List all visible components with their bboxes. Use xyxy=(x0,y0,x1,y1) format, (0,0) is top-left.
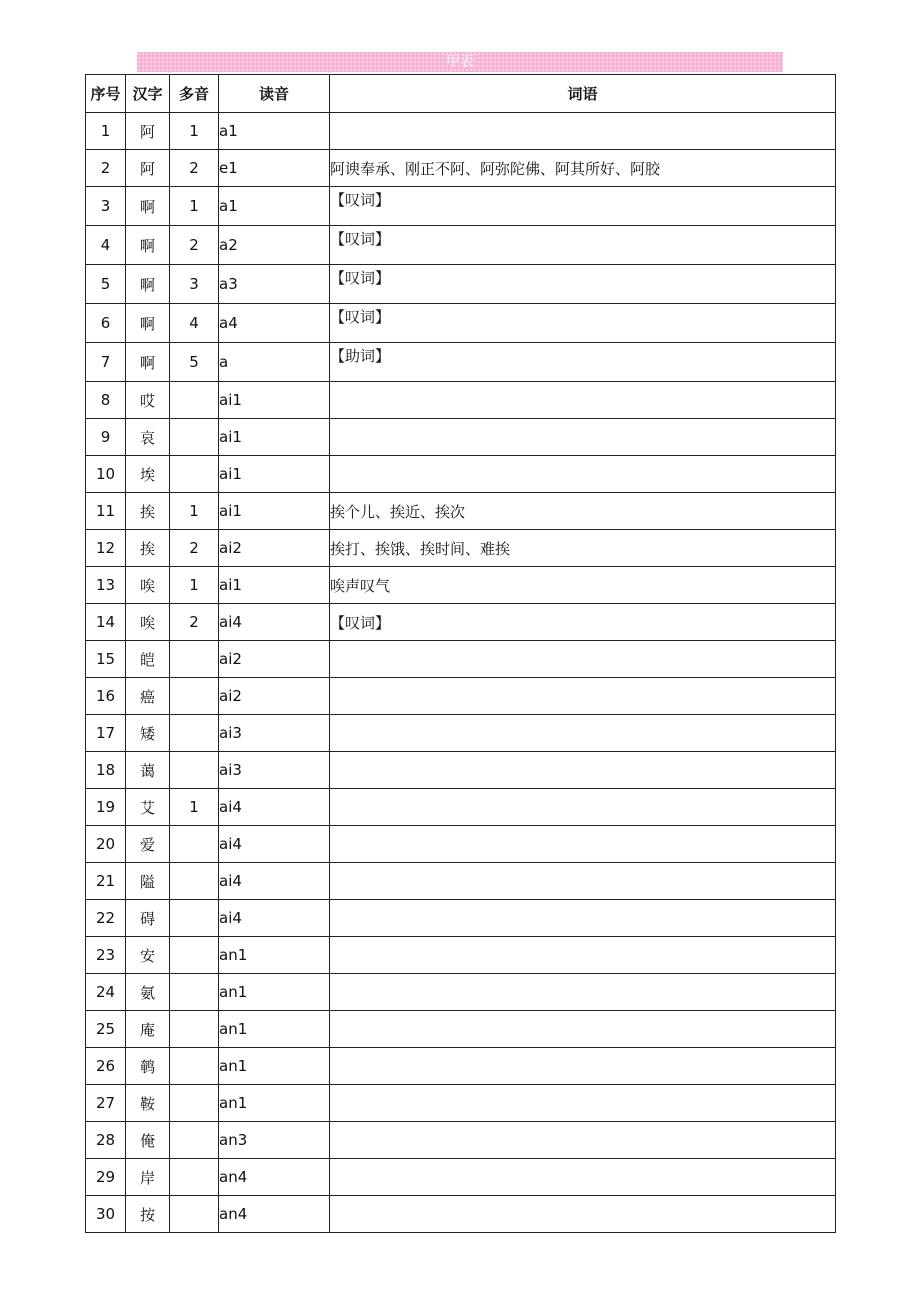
cell-reading: ai1 xyxy=(219,419,330,456)
cell-reading: ai2 xyxy=(219,641,330,678)
table-row xyxy=(86,1085,836,1122)
cell-polyphone: 2 xyxy=(170,530,219,567)
cell-char: 癌 xyxy=(126,678,170,715)
cell-polyphone xyxy=(170,752,219,789)
cell-char: 爱 xyxy=(126,826,170,863)
table-row xyxy=(86,1159,836,1196)
header-words: 词语 xyxy=(330,75,836,113)
cell-seq: 28 xyxy=(86,1122,126,1159)
cell-polyphone xyxy=(170,382,219,419)
cell-words xyxy=(330,1122,836,1159)
cell-reading: an1 xyxy=(219,1048,330,1085)
cell-seq: 23 xyxy=(86,937,126,974)
cell-seq: 3 xyxy=(86,187,126,226)
table-row xyxy=(86,187,836,226)
cell-words: 挨打、挨饿、挨时间、难挨 xyxy=(330,530,836,567)
table-row xyxy=(86,1011,836,1048)
cell-reading: ai2 xyxy=(219,678,330,715)
cell-words: 【叹词】 xyxy=(330,187,836,226)
cell-reading: ai1 xyxy=(219,567,330,604)
cell-words xyxy=(330,456,836,493)
table-row xyxy=(86,900,836,937)
cell-char: 啊 xyxy=(126,343,170,382)
table-row xyxy=(86,863,836,900)
cell-polyphone: 1 xyxy=(170,567,219,604)
cell-reading: a xyxy=(219,343,330,382)
cell-words xyxy=(330,863,836,900)
cell-reading: ai4 xyxy=(219,863,330,900)
cell-seq: 1 xyxy=(86,113,126,150)
cell-words xyxy=(330,113,836,150)
cell-char: 挨 xyxy=(126,530,170,567)
cell-reading: an1 xyxy=(219,1011,330,1048)
cell-polyphone: 1 xyxy=(170,113,219,150)
cell-reading: a1 xyxy=(219,187,330,226)
cell-words: 【叹词】 xyxy=(330,304,836,343)
cell-polyphone xyxy=(170,678,219,715)
cell-reading: ai3 xyxy=(219,752,330,789)
table-row xyxy=(86,678,836,715)
cell-polyphone xyxy=(170,1122,219,1159)
cell-char: 矮 xyxy=(126,715,170,752)
cell-seq: 12 xyxy=(86,530,126,567)
header-polyphone: 多音 xyxy=(170,75,219,113)
cell-seq: 27 xyxy=(86,1085,126,1122)
cell-words xyxy=(330,937,836,974)
cell-polyphone xyxy=(170,974,219,1011)
cell-words xyxy=(330,641,836,678)
cell-words: 唉声叹气 xyxy=(330,567,836,604)
cell-char: 按 xyxy=(126,1196,170,1233)
cell-words: 【叹词】 xyxy=(330,265,836,304)
cell-words xyxy=(330,1196,836,1233)
cell-words xyxy=(330,1011,836,1048)
cell-seq: 7 xyxy=(86,343,126,382)
cell-polyphone: 5 xyxy=(170,343,219,382)
cell-seq: 21 xyxy=(86,863,126,900)
cell-seq: 15 xyxy=(86,641,126,678)
cell-polyphone: 2 xyxy=(170,150,219,187)
cell-char: 啊 xyxy=(126,226,170,265)
table-row xyxy=(86,937,836,974)
cell-reading: ai1 xyxy=(219,493,330,530)
cell-reading: ai4 xyxy=(219,789,330,826)
cell-char: 蔼 xyxy=(126,752,170,789)
cell-char: 俺 xyxy=(126,1122,170,1159)
table-row xyxy=(86,826,836,863)
cell-seq: 25 xyxy=(86,1011,126,1048)
cell-polyphone xyxy=(170,419,219,456)
cell-char: 鹌 xyxy=(126,1048,170,1085)
cell-words xyxy=(330,678,836,715)
header-seq: 序号 xyxy=(86,75,126,113)
cell-polyphone: 1 xyxy=(170,187,219,226)
cell-seq: 2 xyxy=(86,150,126,187)
table-row xyxy=(86,604,836,641)
cell-seq: 30 xyxy=(86,1196,126,1233)
cell-words xyxy=(330,419,836,456)
table-row xyxy=(86,715,836,752)
cell-words: 【叹词】 xyxy=(330,226,836,265)
table-row xyxy=(86,974,836,1011)
table-row xyxy=(86,382,836,419)
table-row xyxy=(86,1122,836,1159)
cell-polyphone xyxy=(170,826,219,863)
cell-char: 啊 xyxy=(126,265,170,304)
table-row xyxy=(86,752,836,789)
cell-words xyxy=(330,789,836,826)
cell-char: 安 xyxy=(126,937,170,974)
cell-words xyxy=(330,974,836,1011)
cell-words: 【叹词】 xyxy=(330,604,836,641)
cell-reading: a4 xyxy=(219,304,330,343)
cell-words xyxy=(330,1159,836,1196)
cell-seq: 5 xyxy=(86,265,126,304)
cell-polyphone xyxy=(170,456,219,493)
table-row xyxy=(86,113,836,150)
header-char: 汉字 xyxy=(126,75,170,113)
cell-reading: ai4 xyxy=(219,900,330,937)
cell-char: 哀 xyxy=(126,419,170,456)
cell-polyphone: 1 xyxy=(170,789,219,826)
cell-words xyxy=(330,1085,836,1122)
cell-seq: 14 xyxy=(86,604,126,641)
cell-reading: a1 xyxy=(219,113,330,150)
table-row xyxy=(86,456,836,493)
cell-polyphone xyxy=(170,863,219,900)
cell-polyphone xyxy=(170,1159,219,1196)
table-row xyxy=(86,1196,836,1233)
cell-reading: an4 xyxy=(219,1159,330,1196)
cell-words: 【助词】 xyxy=(330,343,836,382)
cell-reading: a2 xyxy=(219,226,330,265)
cell-words: 阿谀奉承、刚正不阿、阿弥陀佛、阿其所好、阿胶 xyxy=(330,150,836,187)
cell-seq: 19 xyxy=(86,789,126,826)
table-row xyxy=(86,789,836,826)
cell-seq: 11 xyxy=(86,493,126,530)
cell-char: 啊 xyxy=(126,304,170,343)
cell-polyphone xyxy=(170,715,219,752)
cell-polyphone xyxy=(170,1196,219,1233)
cell-char: 阿 xyxy=(126,113,170,150)
cell-polyphone xyxy=(170,1085,219,1122)
cell-words xyxy=(330,715,836,752)
table-row xyxy=(86,567,836,604)
table-row xyxy=(86,419,836,456)
cell-words xyxy=(330,826,836,863)
cell-seq: 9 xyxy=(86,419,126,456)
cell-char: 埃 xyxy=(126,456,170,493)
cell-reading: an1 xyxy=(219,1085,330,1122)
cell-seq: 6 xyxy=(86,304,126,343)
cell-seq: 13 xyxy=(86,567,126,604)
table-row xyxy=(86,226,836,265)
cell-reading: an4 xyxy=(219,1196,330,1233)
cell-char: 唉 xyxy=(126,604,170,641)
cell-char: 阿 xyxy=(126,150,170,187)
cell-reading: an1 xyxy=(219,937,330,974)
cell-reading: an3 xyxy=(219,1122,330,1159)
cell-seq: 17 xyxy=(86,715,126,752)
cell-seq: 26 xyxy=(86,1048,126,1085)
table-row xyxy=(86,343,836,382)
cell-polyphone: 1 xyxy=(170,493,219,530)
cell-reading: e1 xyxy=(219,150,330,187)
header-reading: 读音 xyxy=(219,75,330,113)
table-row xyxy=(86,1048,836,1085)
cell-reading: ai2 xyxy=(219,530,330,567)
cell-polyphone: 3 xyxy=(170,265,219,304)
cell-seq: 29 xyxy=(86,1159,126,1196)
cell-seq: 4 xyxy=(86,226,126,265)
table-row xyxy=(86,304,836,343)
cell-char: 鞍 xyxy=(126,1085,170,1122)
cell-words: 挨个儿、挨近、挨次 xyxy=(330,493,836,530)
cell-char: 皑 xyxy=(126,641,170,678)
cell-words xyxy=(330,382,836,419)
table-row xyxy=(86,530,836,567)
cell-char: 隘 xyxy=(126,863,170,900)
cell-words xyxy=(330,752,836,789)
cell-char: 挨 xyxy=(126,493,170,530)
cell-polyphone: 2 xyxy=(170,604,219,641)
cell-char: 艾 xyxy=(126,789,170,826)
table-row xyxy=(86,265,836,304)
cell-seq: 16 xyxy=(86,678,126,715)
cell-char: 碍 xyxy=(126,900,170,937)
cell-reading: ai3 xyxy=(219,715,330,752)
cell-reading: ai4 xyxy=(219,826,330,863)
cell-reading: a3 xyxy=(219,265,330,304)
cell-seq: 22 xyxy=(86,900,126,937)
table-header-row xyxy=(86,75,836,113)
table-row xyxy=(86,150,836,187)
cell-polyphone xyxy=(170,900,219,937)
cell-seq: 10 xyxy=(86,456,126,493)
cell-words xyxy=(330,900,836,937)
cell-char: 庵 xyxy=(126,1011,170,1048)
table-title-banner: 甲表 xyxy=(137,52,783,72)
cell-reading: an1 xyxy=(219,974,330,1011)
cell-char: 氨 xyxy=(126,974,170,1011)
cell-polyphone xyxy=(170,937,219,974)
cell-polyphone xyxy=(170,1048,219,1085)
cell-seq: 20 xyxy=(86,826,126,863)
cell-char: 岸 xyxy=(126,1159,170,1196)
cell-reading: ai1 xyxy=(219,382,330,419)
cell-polyphone: 4 xyxy=(170,304,219,343)
cell-seq: 8 xyxy=(86,382,126,419)
cell-char: 哎 xyxy=(126,382,170,419)
cell-char: 唉 xyxy=(126,567,170,604)
cell-char: 啊 xyxy=(126,187,170,226)
cell-seq: 18 xyxy=(86,752,126,789)
table-row xyxy=(86,493,836,530)
cell-polyphone xyxy=(170,641,219,678)
cell-reading: ai4 xyxy=(219,604,330,641)
cell-seq: 24 xyxy=(86,974,126,1011)
cell-words xyxy=(330,1048,836,1085)
cell-reading: ai1 xyxy=(219,456,330,493)
cell-polyphone: 2 xyxy=(170,226,219,265)
cell-polyphone xyxy=(170,1011,219,1048)
pronunciation-table xyxy=(85,74,836,1233)
table-row xyxy=(86,641,836,678)
